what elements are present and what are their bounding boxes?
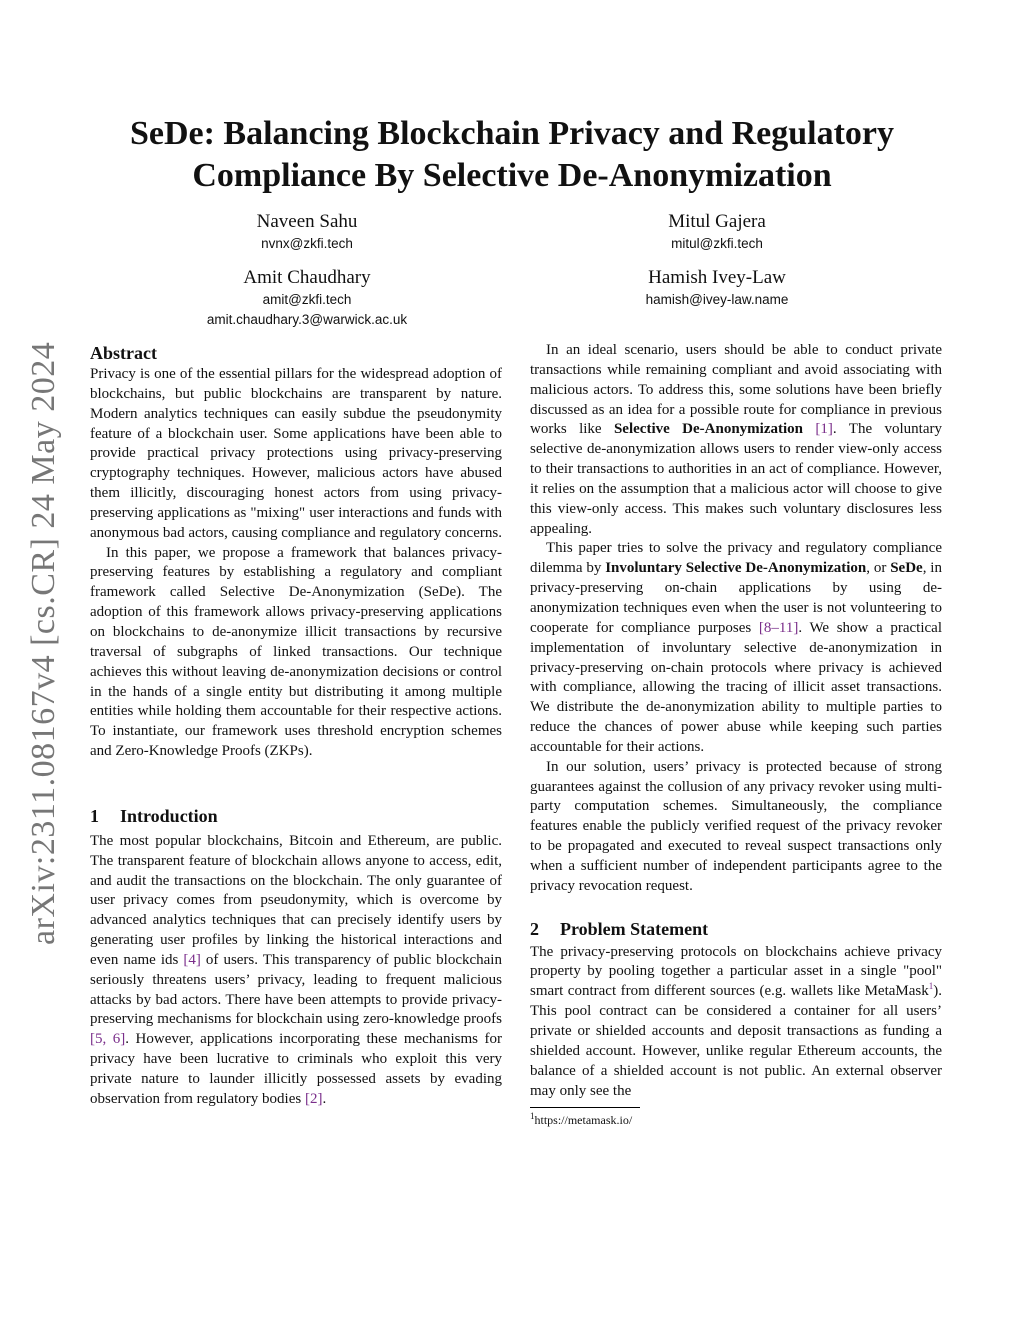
- text-run: of users. This transparency of public blockchain seriously threatens users’ privacy, leading to frequent malicious attacks by bad actors. There have been attempts to provide privacy-preserving mechanisms for blockchain using zero-knowledge proofs: [90, 951, 502, 1028]
- text-run: , in privacy-preserving on-chain applications by using de-anonymization techniques even when the user is not volunteering to cooperate for compliance purposes: [530, 560, 942, 636]
- author-name: Amit Chaudhary: [243, 267, 371, 288]
- citation-link[interactable]: [2]: [304, 1090, 323, 1107]
- footnote: [530, 1112, 942, 1128]
- intro-paragraph: [90, 832, 502, 1110]
- bold-term: SeDe: [890, 560, 923, 577]
- section-heading-problem-statement: [530, 917, 942, 941]
- right-column: [530, 341, 942, 1128]
- text-run: This paper tries to solve the privacy and regulatory compliance dilemma by: [530, 540, 942, 577]
- citation-link[interactable]: [8–11]: [758, 619, 799, 636]
- title-line-1: SeDe: Balancing Blockchain Privacy and Regulatory: [129, 115, 895, 152]
- author-email: amit.chaudhary.3@warwick.ac.uk: [206, 312, 408, 327]
- arxiv-identifier: arXiv:2311.08167v4 [cs.CR] 24 May 2024: [25, 341, 62, 945]
- abstract-paragraph: In this paper, we propose a framework that balances privacy-preserving features by establishing a regulatory and compliant framework called Selective De-Anonymization (SeDe). The adoption of this framework allows privacy-preserving applications on blockchains to de-anonymize illicit transactions by recursive traversal of subgraphs of linked transactions. Our technique achieves this without leaving de-anonymization decisions or control in the hands of a single entity but distributing it among multiple entities while holding them accountable for their respective actions. To instantiate, our framework uses threshold encryption schemes and Zero-Knowledge Proofs (ZKPs).: [90, 544, 502, 760]
- paper-title: [60, 113, 964, 197]
- section-heading-introduction: [90, 804, 502, 828]
- author-block: [157, 210, 457, 254]
- bold-term: Selective De-Anonymization: [613, 421, 803, 438]
- footnote-marker[interactable]: 1: [928, 981, 934, 992]
- text-run: , or: [866, 560, 891, 577]
- text-run: . We show a practical implementation of involuntary selective de-anonymization in privacy-preserving on-chain protocols where privacy is achieved with compliance, allowing the tracing of illicit asset transactions. We distribute the de-anonymization ability to multiple parties to reduce the chances of power abuse while keeping such parties accountable for their actions.: [530, 619, 942, 755]
- text-run: . The voluntary selective de-anonymization allows users to render view-only access to their transactions to authorities in an act of compliance. However, it relies on the assumption that a malicious actor will choose to give this view-only access. This makes such voluntary disclosures less appealing.: [530, 421, 942, 537]
- citation-link[interactable]: [4]: [183, 951, 201, 968]
- author-email: nvnx@zkfi.tech: [261, 236, 353, 251]
- author-name: Mitul Gajera: [668, 211, 766, 232]
- footnote-url[interactable]: https://metamask.io/: [534, 1113, 633, 1128]
- title-line-2: Compliance By Selective De-Anonymization: [192, 157, 832, 194]
- author-email: amit@zkfi.tech: [262, 292, 352, 307]
- bold-term: Involuntary Selective De-Anonymization: [605, 560, 867, 577]
- section-title: Problem Statement: [560, 918, 709, 939]
- section-number: 1: [90, 805, 99, 826]
- body-paragraph: [530, 341, 942, 539]
- problem-paragraph: [530, 943, 942, 1102]
- body-paragraph: [530, 539, 942, 757]
- author-name: Hamish Ivey-Law: [648, 267, 786, 288]
- left-column: [90, 341, 502, 1110]
- text-run: . However, applications incorporating these mechanisms for privacy have been lucrative to criminals who exploit this very private nature to launder illicitly possessed assets by evading observation from regulatory bodies: [90, 1031, 502, 1107]
- author-email: hamish@ivey-law.name: [645, 292, 789, 307]
- text-run: .: [322, 1090, 327, 1107]
- author-block: [567, 266, 867, 310]
- footnote-divider: [530, 1107, 640, 1108]
- text-run: The most popular blockchains, Bitcoin and Ethereum, are public. The transparent feature of blockchain allows anyone to access, edit, and audit the transactions on the blockchain. The only guarantee of user privacy comes from pseudonymity, which is overcome by advanced analytics techniques that can precisely identify users by generating user profiles by linking the historical interactions and even name ids: [90, 832, 502, 968]
- abstract-heading: Abstract: [90, 343, 157, 363]
- body-paragraph: In our solution, users’ privacy is protected because of strong guarantees against the collusion of any privacy revoker using multi-party computation schemes. Simultaneously, the compliance features enable the publicly verified request of the privacy revoker to be propagated and executed to reveal suspect transactions only when a sufficient number of independent participants agree to the privacy revocation request.: [530, 758, 942, 894]
- section-title: Introduction: [120, 805, 218, 826]
- text-run: The privacy-preserving protocols on blockchains achieve privacy property by pooling together a particular asset in a single "pool" smart contract from different sources (e.g. wallets like MetaMask: [530, 943, 942, 1000]
- author-email: mitul@zkfi.tech: [671, 236, 763, 251]
- citation-link[interactable]: [5, 6]: [90, 1031, 126, 1048]
- author-block: [157, 266, 457, 330]
- text-run: In an ideal scenario, users should be able to conduct private transactions while remaining compliant and avoid associating with malicious actors. To address this, some solutions have been briefly discussed as an idea for a possible route for compliance in previous works like: [530, 342, 942, 438]
- text-run: ). This pool contract can be considered a container for all users’ private or shielded accounts and deposit transactions as funding a shielded account. However, unlike regular Ethereum accounts, the balance of a shielded account is not public. An external observer may only see the: [530, 983, 942, 1099]
- abstract-paragraph: Privacy is one of the essential pillars for the widespread adoption of blockchains, but public blockchains are transparent by nature. Modern analytics techniques can easily subdue the pseudonymity feature of a blockchain user. Some applications have been able to provide practical privacy protections using privacy-preserving cryptography techniques. However, malicious actors have abused them illicitly, discouraging honest actors from using privacy-preserving applications as "mixing" user interactions and funds with anonymous bad actors, causing compliance and regulatory concerns.: [90, 366, 502, 541]
- author-name: Naveen Sahu: [256, 211, 358, 232]
- footnote-number: 1: [530, 1111, 535, 1122]
- citation-link[interactable]: [1]: [815, 421, 833, 438]
- author-block: [567, 210, 867, 254]
- section-number: 2: [530, 918, 539, 939]
